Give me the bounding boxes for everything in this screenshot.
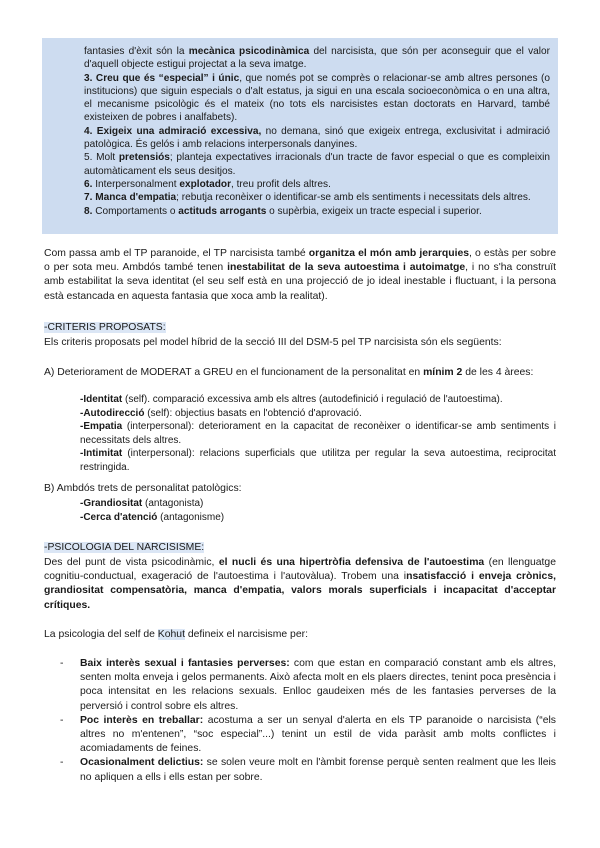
box-item-8: 8. Comportaments o actituds arrogants o supèrbia, exigeix un tracte especial i superior. <box>84 205 482 217</box>
box-item-5: 5. Molt pretensiós; planteja expectatives irracionals d'un tracte de favor especial o que es compleixin automàticament els seus desitjos. <box>84 152 550 177</box>
criteris-intro <box>44 336 556 350</box>
criteris-b-item: -Cerca d'atenció (antagonisme) <box>80 511 225 523</box>
kohut-line <box>44 628 556 642</box>
criteris-a <box>44 366 556 380</box>
kohut-list-item <box>44 756 556 784</box>
dash-bullet: - <box>60 658 64 669</box>
criteris-a-item: -Empatia (interpersonal): deteriorament en la capacitat de reconèixer o identificar-se amb sentiments i necessitats dels altres. <box>80 421 556 446</box>
box-item-3: 3. Creu que és “especial” i únic, que només pot se comprès o relacionar-se amb altres persones (o institucions) que siguin especials o d'alt estatus, ja sigui en una escala socioeconòmica o en una altra, el mecanisme psicològic és el mateix (no tots els narcisistes estan doctorats en Harvard, també existeixen de pobres i analfabets). <box>84 72 550 124</box>
criteris-a-item: -Identitat (self). comparació excessiva amb els altres (autodefinició i regulació de l'autoestima). <box>80 394 503 405</box>
criteris-a-item: -Autodirecció (self): objectius basats en l'obtenció d'aprovació. <box>80 407 362 419</box>
kohut-name: Kohut <box>157 629 185 640</box>
criteris-a-item: -Intimitat (interpersonal): relacions superficials que utilitza per regular la seva autoestima, reciprocitat restringida. <box>80 448 556 473</box>
kohut-item-text: Baix interès sexual i fantasies perverses: com que estan en comparació constant amb els altres, senten molta enveja i gelos permanents. Això afecta molt en els plaers directes, tenint poca presència i poca intensitat en les relacions sexuals. Enlloc gaudeixen més de les fantasies perverses de la perversió i control sobre els altres. <box>80 658 556 712</box>
criteris-b <box>44 482 556 496</box>
kohut-list-item <box>44 714 556 757</box>
psicologia-heading <box>44 541 556 555</box>
box-continuation: fantasies d'èxit són la mecànica psicodinàmica del narcisista, que són per aconseguir que el valor d'aquell objecte estigui projectat a la seva imatge. <box>84 46 551 71</box>
kohut-list-item <box>44 657 556 714</box>
kohut-item-text: Poc interès en treballar: acostuma a ser un senyal d'alerta en els TP paranoide o narcisista (“els altres no m'entenen”, “soc especial”...) tenint un estil de vida paràsit amb molts conflictes i acomiadaments de feines. <box>80 714 557 755</box>
criteria-list-box <box>84 45 550 218</box>
box-item-6: 6. Interpersonalment explotador, treu profit dels altres. <box>84 178 331 190</box>
criteris-heading-text: -CRITERIS PROPOSATS: <box>44 322 166 333</box>
criteris-a-text: A) Deteriorament de MODERAT a GREU en el funcionament de la personalitat en mínim 2 de les 4 àrees: <box>44 367 534 378</box>
intro-text: Com passa amb el TP paranoide, el TP narcisista també organitza el món amb jerarquies, o estàs per sobre o per sota meu. Ambdós també tenen inestabilitat de la seva autoestima i autoimatge, i no s'ha construït amb estabilitat la seva identitat (el seu self està en una projecció de jo ideal inestable i fluctuant, i la persona està estancada en aquesta fantasia que xoca amb la realitat). <box>44 248 556 302</box>
kohut-post: defineix el narcisisme per: <box>184 629 308 640</box>
dash-bullet: - <box>60 757 64 769</box>
dash-bullet: - <box>60 714 64 726</box>
criteris-intro-text: Els criteris proposats pel model híbrid de la secció III del DSM-5 pel TP narcisista són els següents: <box>44 337 502 348</box>
criteris-b-list <box>80 497 556 524</box>
criteris-heading <box>44 321 556 335</box>
psicologia-body-text: Des del punt de vista psicodinàmic, el nucli és una hipertròfia defensiva de l'autoestima (en llenguatge cognitiu-conductual, exageració de l'autoestima i l'autovàlua). Trobem una insatisfacció i enveja crònics, grandiositat compensatòria, manca d'empatia, valors morals superficials i incapacitat d'acceptar crítiques. <box>44 557 556 611</box>
box-item-7: 7. Manca d'empatia; rebutja reconèixer o identificar-se amb els sentiments i necessitats dels altres. <box>84 192 531 204</box>
psicologia-heading-text: -PSICOLOGIA DEL NARCISISME: <box>44 542 205 553</box>
psicologia-body <box>44 556 556 613</box>
criteris-b-item: -Grandiositat (antagonista) <box>80 498 204 509</box>
kohut-pre: La psicologia del self de <box>44 629 158 640</box>
kohut-item-text: Ocasionalment delictius: se solen veure molt en l'àmbit forense perquè senten realment que les lleis no apliquen a ells i ells estan per sobre. <box>80 757 556 783</box>
intro-paragraph <box>44 247 556 304</box>
criteris-a-list <box>80 393 556 475</box>
kohut-text <box>44 628 556 642</box>
box-item-4: 4. Exigeix una admiració excessiva, no demana, sinó que exigeix entrega, exclusivitat i admiració patològica. És gelós i amb relacions interpersonals danyines. <box>84 125 550 151</box>
kohut-list <box>44 657 556 785</box>
criteris-b-text: B) Ambdós trets de personalitat patològics: <box>44 483 242 494</box>
